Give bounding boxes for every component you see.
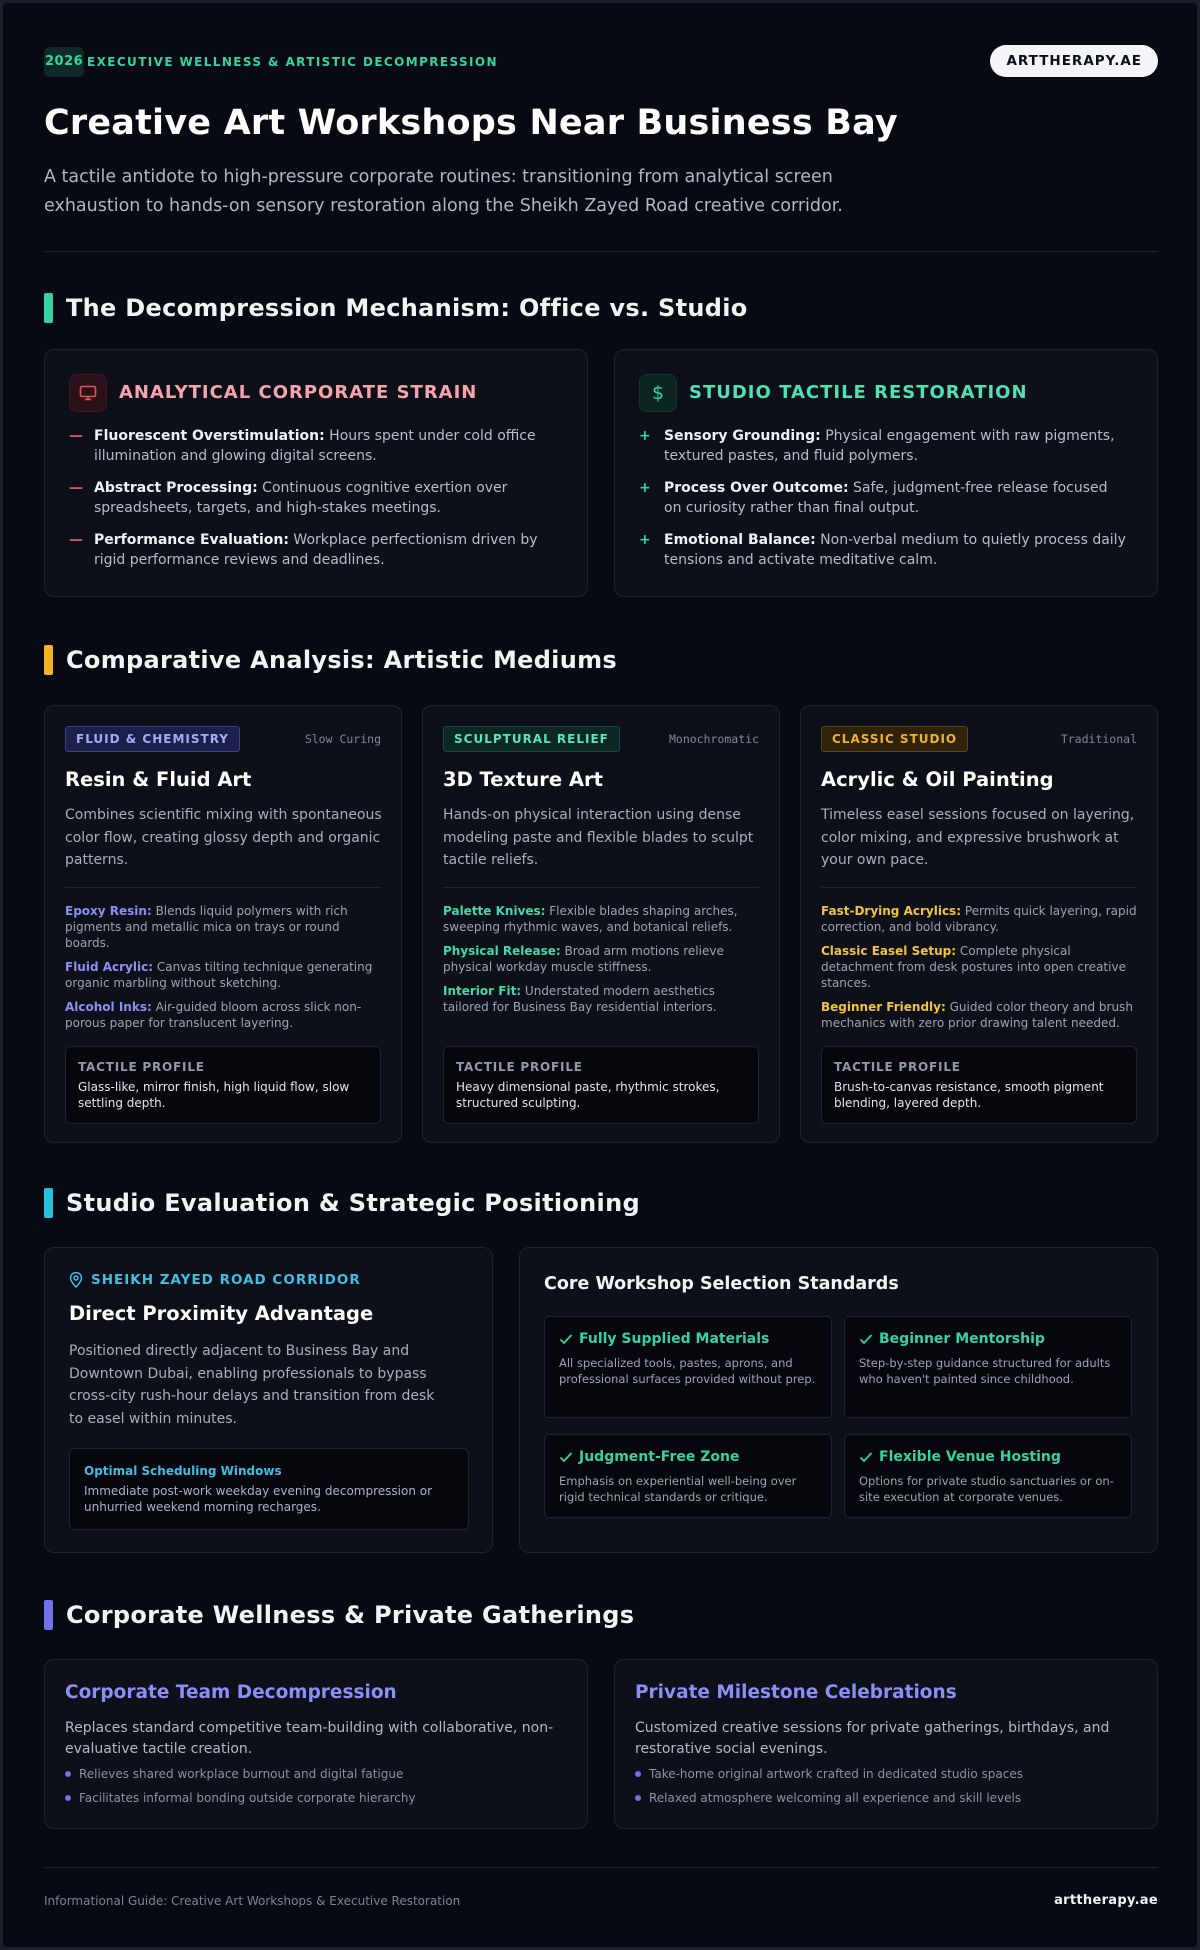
- standard-title-text: Fully Supplied Materials: [579, 1331, 770, 1347]
- footer-divider: [44, 1867, 1158, 1868]
- section-title: Corporate Wellness & Private Gatherings: [66, 1601, 635, 1629]
- item-text: Hours spent under cold office illumination and glowing digital screens.: [94, 428, 536, 464]
- medium-card: [800, 705, 1158, 1143]
- standard-title: [559, 1331, 769, 1347]
- medium-features: [65, 903, 383, 1039]
- standard-title-text: Judgment-Free Zone: [579, 1449, 740, 1465]
- item-text: Workplace perfectionism driven by rigid performance reviews and deadlines.: [94, 532, 538, 568]
- feature-text: Understated modern aesthetics tailored for Business Bay residential interiors.: [443, 984, 717, 1014]
- medium-meta: Monochromatic: [668, 732, 759, 746]
- tactile-profile-box: [65, 1046, 381, 1124]
- section-title: Comparative Analysis: Artistic Mediums: [66, 646, 617, 674]
- tactile-profile-label: TACTILE PROFILE: [78, 1060, 205, 1074]
- feature-text: Flexible blades shaping arches, sweeping rhythmic waves, and botanical reliefs.: [443, 904, 738, 934]
- medium-description: Combines scientific mixing with spontaneous color flow, creating glossy depth and organic patterns.: [65, 807, 382, 868]
- year-badge: 2026: [44, 47, 84, 77]
- monitor-icon: [69, 374, 107, 412]
- standard-item: [544, 1316, 832, 1418]
- wellness-list-item: Relieves shared workplace burnout and digital fatigue: [65, 1766, 565, 1782]
- bullet-marker: +: [639, 480, 651, 496]
- feature-term: Epoxy Resin:: [65, 904, 152, 918]
- feature-term: Interior Fit:: [443, 984, 522, 998]
- top-bar: [44, 43, 1158, 81]
- medium-meta: Slow Curing: [304, 732, 381, 746]
- medium-feature: [443, 943, 761, 975]
- section-accent-bar: [44, 293, 53, 323]
- tactile-profile-label: TACTILE PROFILE: [834, 1060, 961, 1074]
- medium-feature: [443, 983, 761, 1015]
- medium-card: [44, 705, 402, 1143]
- item-term: Abstract Processing:: [94, 480, 258, 496]
- section-accent-bar: [44, 1600, 53, 1630]
- check-icon: [859, 1451, 873, 1463]
- medium-feature: [821, 943, 1139, 991]
- page-subtitle: A tactile antidote to high-pressure corporate routines: transitioning from analytical screen exhaustion to hands-on sensory restoration along the Sheikh Zayed Road creative corridor.: [44, 167, 843, 216]
- medium-feature: [65, 959, 383, 991]
- office-strain-list: [69, 426, 559, 582]
- office-strain-card: [44, 349, 588, 597]
- wellness-list: [65, 1766, 565, 1814]
- site-link-pill[interactable]: ARTTHERAPY.AE: [990, 45, 1158, 77]
- standard-title: [859, 1331, 1045, 1347]
- item-term: Process Over Outcome:: [664, 480, 849, 496]
- proximity-card: [44, 1247, 493, 1553]
- feature-text: Blends liquid polymers with rich pigments and metallic mica on trays or round boards.: [65, 904, 348, 950]
- bullet-marker: —: [69, 480, 83, 496]
- medium-feature: [65, 999, 383, 1031]
- page: [3, 3, 1197, 1947]
- location-pin-icon: [69, 1272, 83, 1288]
- standard-title-text: Beginner Mentorship: [879, 1331, 1045, 1347]
- dollar-icon: $: [639, 374, 677, 412]
- footer-site-link[interactable]: arttherapy.ae: [1054, 1893, 1158, 1908]
- feature-term: Physical Release:: [443, 944, 561, 958]
- item-term: Performance Evaluation:: [94, 532, 289, 548]
- standard-description: Emphasis on experiential well-being over rigid technical standards or critique.: [559, 1474, 797, 1504]
- check-icon: [859, 1333, 873, 1345]
- wellness-list-item: Relaxed atmosphere welcoming all experience and skill levels: [635, 1790, 1135, 1806]
- eyebrow-label: EXECUTIVE WELLNESS & ARTISTIC DECOMPRESSION: [87, 55, 498, 69]
- feature-term: Beginner Friendly:: [821, 1000, 946, 1014]
- mechanism-item: [639, 478, 1129, 518]
- tactile-profile-text: Glass-like, mirror finish, high liquid flow, slow settling depth.: [78, 1080, 350, 1110]
- section-title: Studio Evaluation & Strategic Positioning: [66, 1189, 640, 1217]
- footer-caption: Informational Guide: Creative Art Workshops & Executive Restoration: [44, 1894, 461, 1908]
- mechanism-item: [69, 478, 559, 518]
- standard-title: [559, 1449, 739, 1465]
- mechanism-item: [69, 426, 559, 466]
- item-term: Sensory Grounding:: [664, 428, 821, 444]
- standard-title-text: Flexible Venue Hosting: [879, 1449, 1061, 1465]
- medium-title: 3D Texture Art: [443, 768, 603, 791]
- section-title: The Decompression Mechanism: Office vs. Studio: [66, 294, 748, 322]
- medium-feature: [65, 903, 383, 951]
- wellness-title: Corporate Team Decompression: [65, 1682, 397, 1703]
- medium-features: [821, 903, 1139, 1039]
- feature-text: Canvas tilting technique generating organic marbling without sketching.: [65, 960, 373, 990]
- standards-card: [519, 1247, 1158, 1553]
- medium-description: Timeless easel sessions focused on layering, color mixing, and expressive brushwork at your own pace.: [821, 807, 1135, 868]
- wellness-list-item: Take-home original artwork crafted in dedicated studio spaces: [635, 1766, 1135, 1782]
- proximity-title: Direct Proximity Advantage: [69, 1302, 374, 1325]
- location-label: [69, 1272, 361, 1288]
- medium-feature: [821, 999, 1139, 1031]
- item-text: Continuous cognitive exertion over spreadsheets, targets, and high-stakes meetings.: [94, 480, 508, 516]
- wellness-card: [44, 1659, 588, 1829]
- scheduling-box: [69, 1448, 469, 1530]
- feature-text: Broad arm motions relieve physical workday muscle stiffness.: [443, 944, 724, 974]
- bullet-marker: +: [639, 428, 651, 444]
- wellness-description: Customized creative sessions for private gatherings, birthdays, and restorative social evenings.: [635, 1720, 1110, 1757]
- wellness-title: Private Milestone Celebrations: [635, 1682, 957, 1703]
- section-accent-bar: [44, 1188, 53, 1218]
- bullet-marker: —: [69, 532, 83, 548]
- studio-restoration-title: STUDIO TACTILE RESTORATION: [689, 382, 1028, 403]
- medium-feature: [821, 903, 1139, 935]
- bullet-marker: —: [69, 428, 83, 444]
- divider: [821, 887, 1137, 888]
- location-label-text: SHEIKH ZAYED ROAD CORRIDOR: [91, 1272, 361, 1288]
- item-text: Safe, judgment-free release focused on curiosity rather than final output.: [664, 480, 1108, 516]
- standard-description: All specialized tools, pastes, aprons, and professional surfaces provided without prep.: [559, 1356, 816, 1386]
- standard-item: [844, 1434, 1132, 1518]
- item-term: Emotional Balance:: [664, 532, 816, 548]
- item-term: Fluorescent Overstimulation:: [94, 428, 325, 444]
- tactile-profile-label: TACTILE PROFILE: [456, 1060, 583, 1074]
- medium-tag: FLUID & CHEMISTRY: [65, 726, 240, 752]
- tactile-profile-box: [443, 1046, 759, 1124]
- studio-restoration-list: [639, 426, 1129, 582]
- feature-term: Alcohol Inks:: [65, 1000, 152, 1014]
- wellness-list-item: Facilitates informal bonding outside corporate hierarchy: [65, 1790, 565, 1806]
- divider: [443, 887, 759, 888]
- tactile-profile-text: Heavy dimensional paste, rhythmic strokes, structured sculpting.: [456, 1080, 720, 1110]
- check-icon: [559, 1451, 573, 1463]
- feature-text: Complete physical detachment from desk postures into open creative stances.: [821, 944, 1126, 990]
- feature-term: Fast-Drying Acrylics:: [821, 904, 961, 918]
- wellness-description: Replaces standard competitive team-building with collaborative, non-evaluative tactile creation.: [65, 1720, 554, 1757]
- mechanism-item: [639, 530, 1129, 570]
- feature-text: Air-guided bloom across slick non-porous paper for translucent layering.: [65, 1000, 362, 1030]
- bullet-marker: +: [639, 532, 651, 548]
- standard-item: [544, 1434, 832, 1518]
- standards-title: Core Workshop Selection Standards: [544, 1274, 899, 1294]
- standard-title: [859, 1449, 1061, 1465]
- medium-features: [443, 903, 761, 1023]
- scheduling-title: Optimal Scheduling Windows: [84, 1464, 282, 1478]
- feature-text: Guided color theory and brush mechanics with zero prior drawing talent needed.: [821, 1000, 1133, 1030]
- medium-card: [422, 705, 780, 1143]
- medium-feature: [443, 903, 761, 935]
- feature-text: Permits quick layering, rapid correction, and bold vibrancy.: [821, 904, 1137, 934]
- medium-tag: CLASSIC STUDIO: [821, 726, 968, 752]
- office-strain-title: ANALYTICAL CORPORATE STRAIN: [119, 382, 478, 403]
- feature-term: Classic Easel Setup:: [821, 944, 957, 958]
- divider: [65, 887, 381, 888]
- medium-tag: SCULPTURAL RELIEF: [443, 726, 620, 752]
- medium-title: Acrylic & Oil Painting: [821, 768, 1054, 791]
- tactile-profile-box: [821, 1046, 1137, 1124]
- divider: [44, 251, 1158, 252]
- medium-title: Resin & Fluid Art: [65, 768, 252, 791]
- medium-description: Hands-on physical interaction using dense modeling paste and flexible blades to sculpt tactile reliefs.: [443, 807, 754, 868]
- item-text: Non-verbal medium to quietly process daily tensions and activate meditative calm.: [664, 532, 1126, 568]
- wellness-card: [614, 1659, 1158, 1829]
- standard-description: Options for private studio sanctuaries or on-site execution at corporate venues.: [859, 1474, 1114, 1504]
- feature-term: Palette Knives:: [443, 904, 546, 918]
- standard-item: [844, 1316, 1132, 1418]
- section-accent-bar: [44, 645, 53, 675]
- mechanism-item: [639, 426, 1129, 466]
- medium-meta: Traditional: [1060, 732, 1137, 746]
- tactile-profile-text: Brush-to-canvas resistance, smooth pigment blending, layered depth.: [834, 1080, 1104, 1110]
- scheduling-description: Immediate post-work weekday evening decompression or unhurried weekend morning recharges.: [84, 1484, 433, 1514]
- wellness-list: [635, 1766, 1135, 1814]
- proximity-description: Positioned directly adjacent to Business Bay and Downtown Dubai, enabling professionals to bypass cross-city rush-hour delays and transition from desk to easel within minutes.: [69, 1343, 435, 1427]
- feature-term: Fluid Acrylic:: [65, 960, 154, 974]
- item-text: Physical engagement with raw pigments, textured pastes, and fluid polymers.: [664, 428, 1115, 464]
- check-icon: [559, 1333, 573, 1345]
- page-title: Creative Art Workshops Near Business Bay: [44, 103, 898, 143]
- studio-restoration-card: [614, 349, 1158, 597]
- standard-description: Step-by-step guidance structured for adults who haven't painted since childhood.: [859, 1356, 1111, 1386]
- mechanism-item: [69, 530, 559, 570]
